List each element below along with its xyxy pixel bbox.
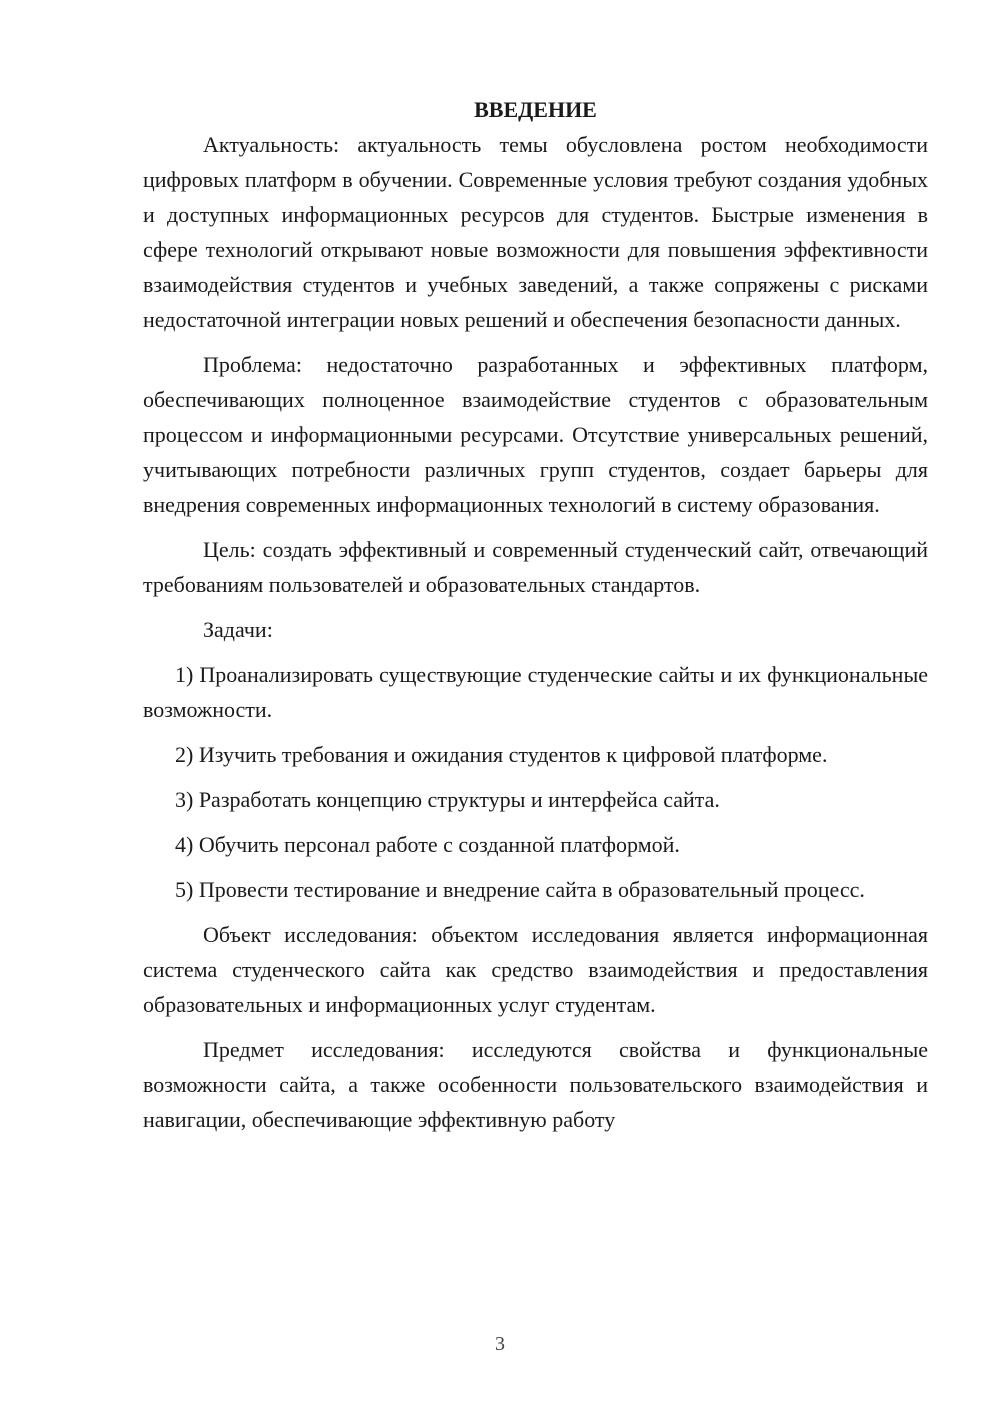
paragraph-gap (143, 602, 928, 612)
task-item-2: 2) Изучить требования и ожидания студентов к цифровой платформе. (175, 742, 828, 767)
paragraph-gap (143, 727, 928, 737)
task-item-1: 1) Проанализировать существующие студенческие сайты и их функциональные возможности. (143, 662, 928, 722)
paragraph-gap (143, 862, 928, 872)
paragraph-gap (143, 907, 928, 917)
tasks-label: Задачи: (203, 617, 273, 642)
section-heading: ВВЕДЕНИЕ (474, 97, 597, 122)
paragraph-gap (143, 1022, 928, 1032)
paragraph-gap (143, 647, 928, 657)
paragraph-gap (143, 817, 928, 827)
goal-paragraph: Цель: создать эффективный и современный студенческий сайт, отвечающий требованиям пользователей и образовательных стандартов. (143, 537, 928, 597)
paragraph-gap (143, 772, 928, 782)
task-item-3: 3) Разработать концепцию структуры и интерфейса сайта. (175, 787, 720, 812)
problem-paragraph: Проблема: недостаточно разработанных и эффективных платформ, обеспечивающих полноценное взаимодействие студентов с образовательным процессом и информационными ресурсами. Отсутствие универсальных решений, учитывающих потребности различных групп студентов, создает барьеры для внедрения современных информационных технологий в систему образования. (143, 352, 928, 517)
task-item-5: 5) Провести тестирование и внедрение сайта в образовательный процесс. (175, 877, 865, 902)
object-paragraph: Объект исследования: объектом исследования является информационная система студенческого сайта как средство взаимодействия и предоставления образовательных и информационных услуг студентам. (143, 922, 928, 1017)
task-item-4: 4) Обучить персонал работе с созданной платформой. (175, 832, 680, 857)
paragraph-gap (143, 337, 928, 347)
page-number: 3 (495, 1333, 505, 1355)
relevance-paragraph: Актуальность: актуальность темы обусловлена ростом необходимости цифровых платформ в обучении. Современные условия требуют создания удобных и доступных информационных ресурсов для студентов. Быстрые изменения в сфере технологий открывают новые возможности для повышения эффективности взаимодействия студентов и учебных заведений, а также сопряжены с рисками недостаточной интеграции новых решений и обеспечения безопасности данных. (143, 132, 928, 332)
document-page (143, 92, 928, 1137)
paragraph-gap (143, 522, 928, 532)
subject-paragraph: Предмет исследования: исследуются свойства и функциональные возможности сайта, а также особенности пользовательского взаимодействия и навигации, обеспечивающие эффективную работу (143, 1037, 928, 1132)
